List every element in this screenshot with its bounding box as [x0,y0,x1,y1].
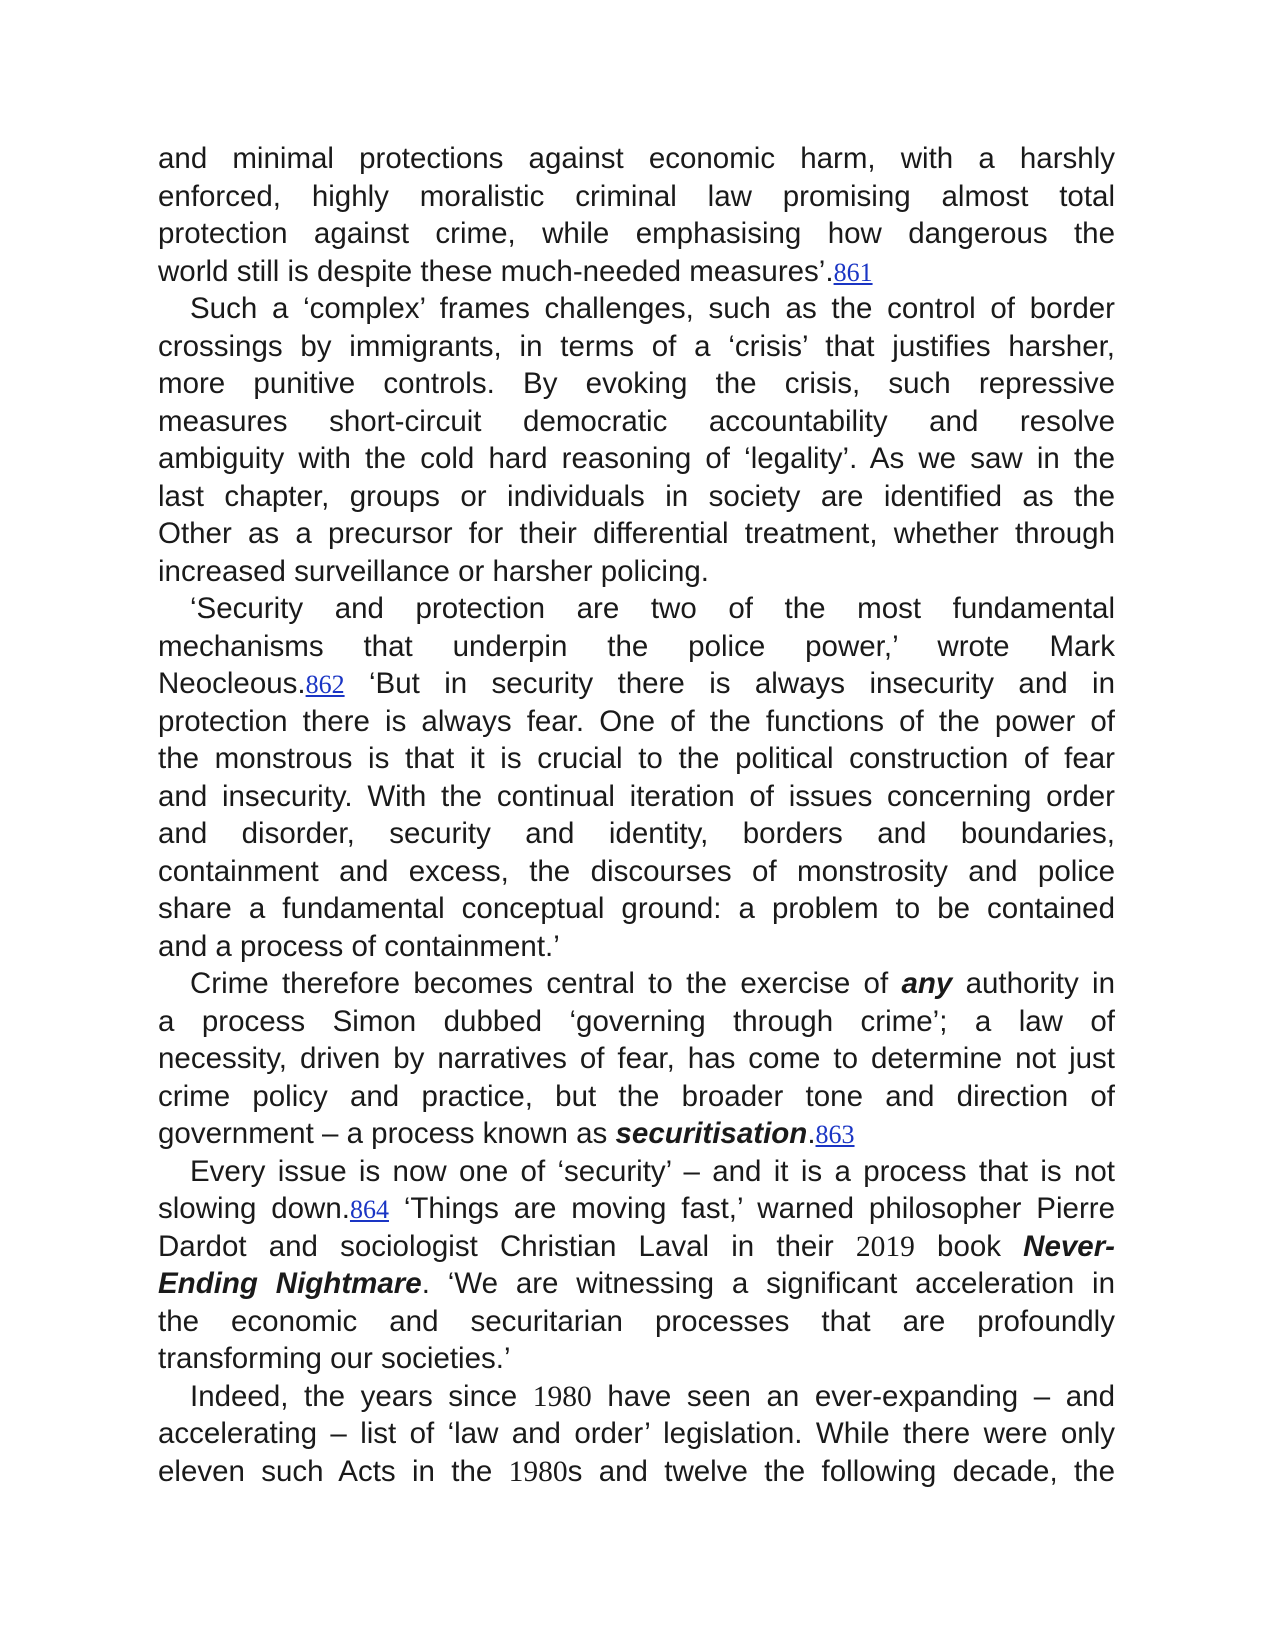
line-text: accelerating – list of ‘law and order’ legislation. While there were only [158,1417,1115,1450]
footnote-link[interactable]: 864 [349,1195,389,1224]
text-line [158,590,1115,628]
line-text: . ‘We are witnessing a significant acceleration in [421,1267,1115,1300]
line-text: the monstrous is that it is crucial to the political construction of fear [158,742,1115,775]
text-line [158,1190,1115,1228]
text-line [158,365,1115,403]
line-text: have seen an ever-expanding – and [591,1379,1115,1413]
line-text: ‘Things are moving fast,’ warned philosopher Pierre [388,1192,1115,1225]
line-text: s and twelve the following decade, the [567,1454,1115,1488]
text-line [158,740,1115,778]
text-line [158,1303,1115,1341]
italic-emphasis: Never- [1023,1229,1115,1263]
text-line [158,1415,1115,1453]
line-text: Indeed, the years since [190,1379,533,1413]
line-text: crime policy and practice, but the broader tone and direction of [158,1079,1115,1113]
line-text: last chapter, groups or individuals in society are identified as the [158,479,1115,513]
text-line [158,1378,1115,1416]
line-text: government – a process known as [158,1117,616,1150]
line-text: Other as a precursor for their differential treatment, whether through [158,517,1115,550]
line-text: and a process of containment.’ [158,929,560,963]
line-text: Dardot and sociologist Christian Laval in their [158,1229,856,1263]
text-line [158,553,1115,591]
footnote-link[interactable]: 862 [305,670,345,699]
line-text: enforced, highly moralistic criminal law promising almost total [158,179,1115,213]
line-text: slowing down. [158,1192,350,1225]
line-text: the economic and securitarian processes that are profoundly [158,1304,1115,1338]
line-text: and insecurity. With the continual iteration of issues concerning order [158,779,1115,813]
text-line [158,665,1115,703]
text-line [158,290,1115,328]
line-text: containment and excess, the discourses of monstrosity and police [158,854,1115,888]
text-line [158,1228,1115,1266]
text-line [158,853,1115,891]
text-line [158,928,1115,966]
year-number: 1980 [508,1455,568,1488]
italic-emphasis: Ending Nightmare [158,1267,422,1300]
text-line [158,403,1115,441]
footnote-link[interactable]: 863 [815,1120,855,1149]
line-text: protection there is always fear. One of the functions of the power of [158,704,1115,738]
line-text: ‘But in security there is always insecurity and in [344,667,1115,700]
text-line [158,215,1115,253]
text-line [158,1265,1115,1303]
line-text: measures short-circuit democratic accountability and resolve [158,404,1115,438]
text-line [158,178,1115,216]
line-text: eleven such Acts in the [158,1454,509,1488]
line-text: Crime therefore becomes central to the exercise of [190,967,902,1000]
line-text: protection against crime, while emphasising how dangerous the [158,217,1115,250]
text-line [158,440,1115,478]
text-line [158,1040,1115,1078]
line-text: Every issue is now one of ‘security’ – and it is a process that is not [190,1154,1115,1188]
text-line [158,1453,1115,1491]
line-text: ambiguity with the cold hard reasoning of ‘legality’. As we saw in the [158,442,1115,475]
text-line [158,1340,1115,1378]
line-text: more punitive controls. By evoking the crisis, such repressive [158,367,1115,400]
text-line [158,1153,1115,1191]
line-text: Neocleous. [158,667,306,700]
line-text: increased surveillance or harsher policing. [158,554,709,588]
line-text: ‘Security and protection are two of the most fundamental [190,592,1115,625]
italic-emphasis: any [901,967,953,1000]
text-line [158,478,1115,516]
line-text: . [807,1117,816,1150]
text-line [158,778,1115,816]
text-line [158,1115,1115,1153]
italic-emphasis: securitisation [615,1117,808,1150]
year-number: 1980 [532,1380,592,1413]
line-text: necessity, driven by narratives of fear, has come to determine not just [158,1042,1115,1075]
text-line [158,1078,1115,1116]
text-line [158,815,1115,853]
text-line [158,890,1115,928]
line-text: mechanisms that underpin the police power,’ wrote Mark [158,629,1115,663]
text-line [158,328,1115,366]
text-line [158,703,1115,741]
text-line [158,628,1115,666]
text-line [158,140,1115,178]
footnote-link[interactable]: 861 [833,257,873,287]
line-text: authority in [952,967,1115,1000]
line-text: and disorder, security and identity, borders and boundaries, [158,817,1115,850]
line-text: crossings by immigrants, in terms of a ‘crisis’ that justifies harsher, [158,329,1115,363]
line-text: Such a ‘complex’ frames challenges, such as the control of border [190,292,1115,325]
line-text: world still is despite these much-needed measures’. [158,254,834,288]
text-line [158,515,1115,553]
text-line [158,253,1115,291]
line-text: book [914,1229,1024,1263]
line-text: a process Simon dubbed ‘governing through crime’; a law of [158,1004,1115,1038]
line-text: share a fundamental conceptual ground: a problem to be contained [158,892,1115,925]
body-text [158,140,1115,1490]
line-text: and minimal protections against economic harm, with a harshly [158,142,1115,175]
text-line [158,1003,1115,1041]
line-text: transforming our societies.’ [158,1342,511,1375]
document-page [158,140,1115,1490]
year-number: 2019 [855,1230,915,1263]
text-line [158,965,1115,1003]
